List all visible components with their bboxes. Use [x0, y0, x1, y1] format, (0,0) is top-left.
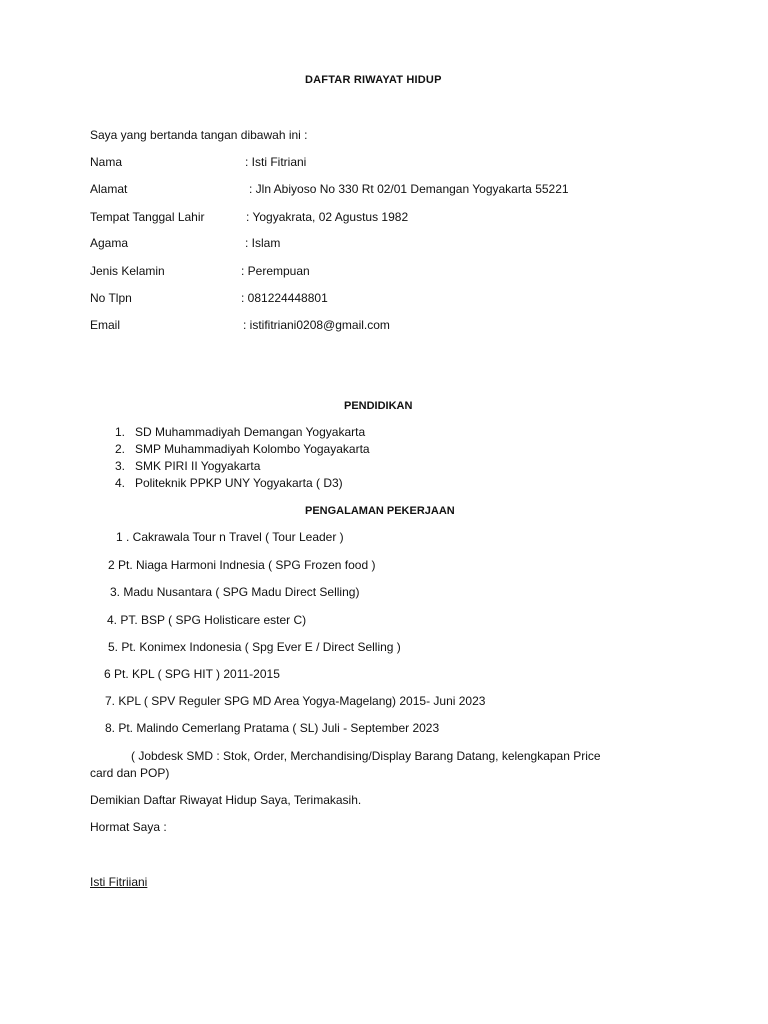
field-value-agama: : Islam	[245, 236, 281, 250]
field-value-jenis-kelamin: : Perempuan	[241, 264, 310, 278]
field-label-alamat: Alamat	[90, 182, 128, 196]
field-label-email: Email	[90, 318, 121, 332]
list-item-number: 2.	[114, 442, 125, 456]
field-label-nama: Nama	[90, 155, 123, 169]
list-item: 5. Pt. Konimex Indonesia ( Spg Ever E / Direct Selling )	[108, 640, 401, 654]
list-item-number: 3.	[114, 459, 125, 473]
list-item: SD Muhammadiyah Demangan Yogyakarta	[135, 425, 366, 439]
list-item: Politeknik PPKP UNY Yogyakarta ( D3)	[135, 476, 343, 490]
field-value-nama: : Isti Fitriani	[245, 155, 307, 169]
list-item-number: 1.	[114, 425, 125, 439]
document-title: DAFTAR RIWAYAT HIDUP	[305, 74, 442, 86]
jobdesk-line-1: ( Jobdesk SMD : Stok, Order, Merchandising/Display Barang Datang, kelengkapan Price	[131, 749, 601, 763]
field-label-ttl: Tempat Tanggal Lahir	[90, 210, 205, 224]
list-item: 6 Pt. KPL ( SPG HIT ) 2011-2015	[104, 667, 280, 681]
field-value-no-tlpn: : 081224448801	[241, 291, 328, 305]
list-item: 3. Madu Nusantara ( SPG Madu Direct Selling)	[110, 585, 360, 599]
list-item-number: 4.	[114, 476, 125, 490]
field-value-alamat: : Jln Abiyoso No 330 Rt 02/01 Demangan Yogyakarta 55221	[249, 182, 569, 196]
list-item: SMK PIRI II Yogyakarta	[135, 459, 261, 473]
field-value-email: : istifitriani0208@gmail.com	[243, 318, 390, 332]
experience-heading: PENGALAMAN PEKERJAAN	[305, 505, 455, 517]
field-label-jenis-kelamin: Jenis Kelamin	[90, 264, 165, 278]
signature-name: Isti Fitriiani	[90, 875, 148, 889]
list-item: 8. Pt. Malindo Cemerlang Pratama ( SL) Juli - September 2023	[105, 721, 440, 735]
regards-text: Hormat Saya :	[90, 820, 167, 834]
list-item: 2 Pt. Niaga Harmoni Indnesia ( SPG Frozen food )	[108, 558, 376, 572]
list-item: SMP Muhammadiyah Kolombo Yogayakarta	[135, 442, 370, 456]
field-label-no-tlpn: No Tlpn	[90, 291, 132, 305]
jobdesk-line-2: card dan POP)	[90, 766, 170, 780]
list-item: 4. PT. BSP ( SPG Holisticare ester C)	[107, 613, 307, 627]
list-item: 7. KPL ( SPV Reguler SPG MD Area Yogya-Magelang) 2015- Juni 2023	[105, 694, 486, 708]
intro-text: Saya yang bertanda tangan dibawah ini :	[90, 128, 308, 142]
field-value-ttl: : Yogyakrata, 02 Agustus 1982	[246, 210, 409, 224]
field-label-agama: Agama	[90, 236, 129, 250]
list-item: 1 . Cakrawala Tour n Travel ( Tour Leader )	[116, 530, 344, 544]
education-heading: PENDIDIKAN	[344, 400, 413, 412]
closing-text: Demikian Daftar Riwayat Hidup Saya, Terimakasih.	[90, 793, 362, 807]
